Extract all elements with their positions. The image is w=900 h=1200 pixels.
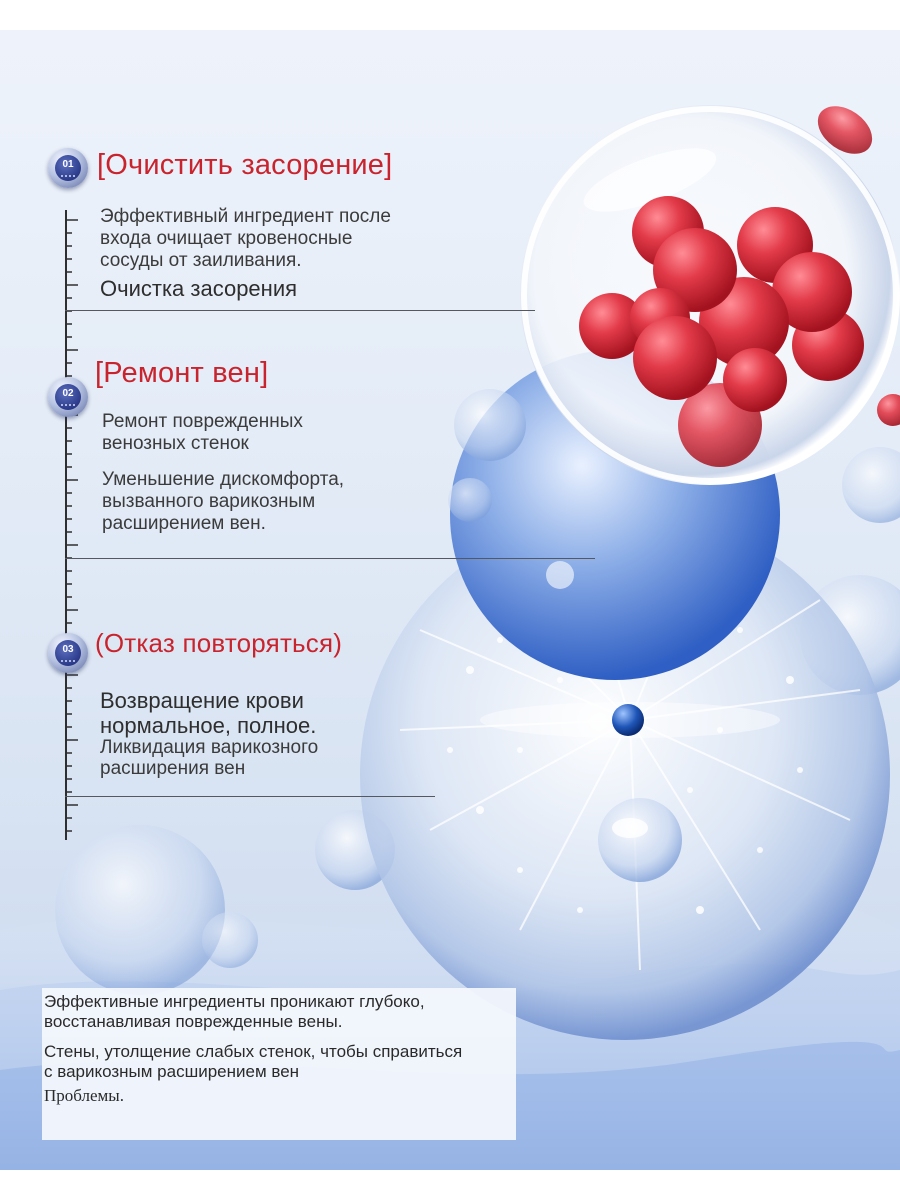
section-description — [102, 411, 303, 455]
divider — [65, 558, 595, 559]
step-number: 01 — [62, 159, 74, 170]
info-paragraph — [44, 992, 564, 1032]
description-line: Ремонт поврежденных — [102, 411, 303, 432]
description-line: Возвращение крови — [100, 688, 304, 713]
step-number: 03 — [62, 644, 74, 655]
section-subtitle: Очистка засорения — [100, 276, 298, 301]
divider — [65, 310, 535, 311]
description-line: нормальное, полное. — [100, 713, 317, 738]
ruler-scale-icon — [62, 210, 82, 840]
description-line: венозных стенок — [102, 433, 249, 454]
description-line: Уменьшение дискомфорта, — [102, 469, 345, 490]
bottom-info-box — [42, 988, 516, 1140]
description-line: сосуды от заиливания. — [100, 250, 302, 271]
description-line: расширения вен — [100, 758, 246, 779]
info-line: Проблемы. — [44, 1086, 124, 1105]
divider — [65, 796, 435, 797]
section-description — [100, 206, 391, 272]
info-line: восстанавливая поврежденные вены. — [44, 1012, 343, 1031]
step-number: 02 — [62, 388, 74, 399]
product-infographic — [0, 30, 900, 1170]
description-line: расширением вен. — [102, 513, 266, 534]
description-line: Ликвидация варикозного — [100, 737, 319, 758]
step-badge-icon — [48, 148, 88, 188]
info-paragraph — [44, 1042, 564, 1082]
step-badge-icon — [48, 633, 88, 673]
section-title: [Ремонт вен] — [95, 357, 269, 389]
section-title: (Отказ повторяться) — [95, 628, 343, 658]
info-line: Эффективные ингредиенты проникают глубоко, — [44, 992, 425, 1011]
section-title: [Очистить засорение] — [97, 149, 393, 181]
description-line: Эффективный ингредиент после — [100, 206, 391, 227]
info-line: с варикозным расширением вен — [44, 1062, 300, 1081]
description-line: входа очищает кровеносные — [100, 228, 353, 249]
section-description — [100, 737, 318, 779]
section-description — [102, 469, 344, 535]
step-badge-icon — [48, 377, 88, 417]
description-line: вызванного варикозным — [102, 491, 316, 512]
info-line: Стены, утолщение слабых стенок, чтобы справиться — [44, 1042, 463, 1061]
section-description — [100, 688, 316, 738]
